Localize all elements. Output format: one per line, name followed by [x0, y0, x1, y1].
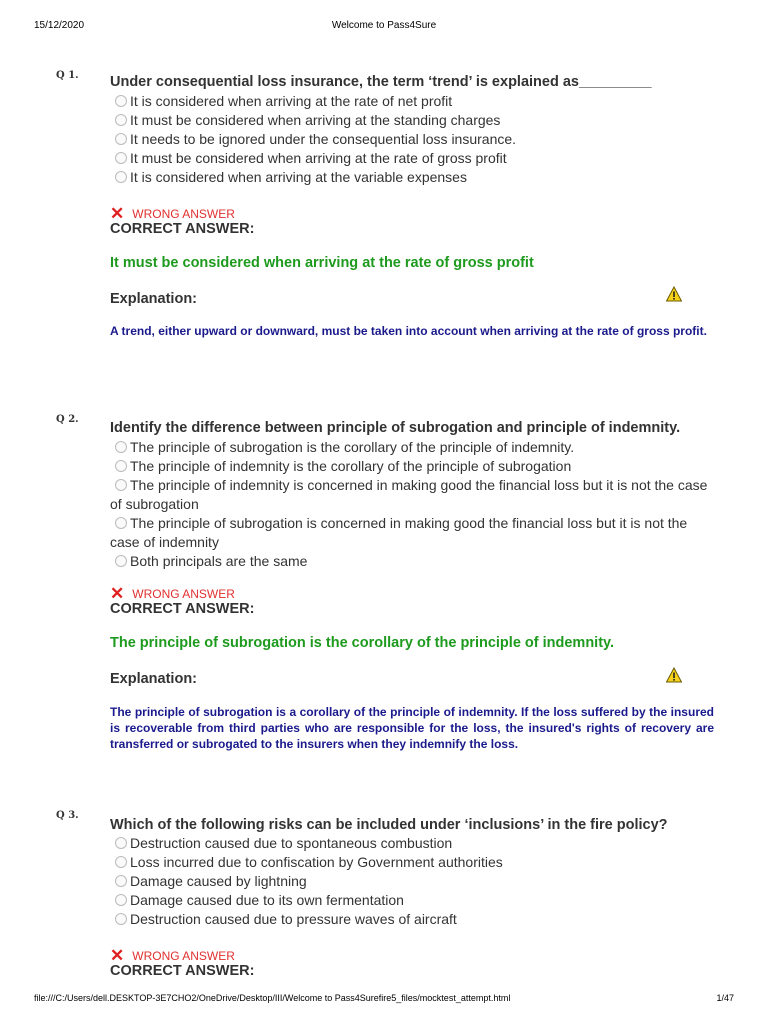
radio-button[interactable] [115, 894, 127, 906]
radio-button[interactable] [115, 460, 127, 472]
option[interactable] [110, 853, 720, 872]
option-label: The principle of indemnity is concerned in making good the financial loss but it is not the case of subrogation [110, 477, 708, 512]
option-label: It must be considered when arriving at the rate of gross profit [130, 150, 507, 166]
wrong-answer-label: WRONG ANSWER [132, 949, 235, 963]
option[interactable] [110, 130, 720, 149]
option[interactable] [110, 457, 720, 476]
radio-button[interactable] [115, 133, 127, 145]
option[interactable] [110, 910, 720, 929]
option[interactable] [110, 111, 720, 130]
wrong-answer-label: WRONG ANSWER [132, 587, 235, 601]
radio-button[interactable] [115, 114, 127, 126]
cross-icon: ✕ [110, 946, 125, 965]
option[interactable] [110, 149, 720, 168]
option[interactable] [110, 168, 720, 187]
radio-button[interactable] [115, 837, 127, 849]
option-label: The principle of subrogation is concerned in making good the financial loss but it is not the case of indemnity [110, 515, 688, 550]
option-label: The principle of indemnity is the corollary of the principle of subrogation [130, 458, 572, 474]
question-text: Under consequential loss insurance, the term ‘trend’ is explained as_________ [110, 74, 652, 90]
correct-answer-label: CORRECT ANSWER: [110, 221, 255, 237]
option-label: It is considered when arriving at the rate of net profit [130, 93, 453, 109]
option-label: It must be considered when arriving at the standing charges [130, 112, 501, 128]
option[interactable] [110, 92, 720, 111]
page-number: 1/47 [716, 993, 734, 1003]
option-label: Both principals are the same [130, 553, 308, 569]
wrong-answer-label: WRONG ANSWER [132, 207, 235, 221]
radio-button[interactable] [115, 517, 127, 529]
option-label: It needs to be ignored under the consequential loss insurance. [130, 131, 517, 147]
options-list [110, 92, 720, 187]
warning-icon[interactable] [666, 286, 682, 302]
option[interactable] [110, 891, 720, 910]
file-path: file:///C:/Users/dell.DESKTOP-3E7CHO2/OneDrive/Desktop/III/Welcome to Pass4Surefire5_files/mocktest_attempt.html [34, 993, 511, 1003]
option[interactable] [110, 872, 720, 891]
radio-button[interactable] [115, 913, 127, 925]
radio-button[interactable] [115, 171, 127, 183]
cross-icon: ✕ [110, 204, 125, 223]
radio-button[interactable] [115, 152, 127, 164]
radio-button[interactable] [115, 856, 127, 868]
question-text: Identify the difference between principle of subrogation and principle of indemnity. [110, 420, 681, 436]
warning-icon[interactable] [666, 667, 682, 683]
radio-button[interactable] [115, 875, 127, 887]
cross-icon: ✕ [110, 584, 125, 603]
option-label: The principle of subrogation is the corollary of the principle of indemnity. [130, 439, 575, 455]
question-number: Q 1. [56, 70, 79, 81]
question-number: Q 3. [56, 810, 79, 821]
print-date: 15/12/2020 [34, 20, 85, 31]
option[interactable] [110, 834, 720, 853]
question-text: Which of the following risks can be included under ‘inclusions’ in the fire policy? [110, 817, 668, 833]
option-label: Destruction caused due to spontaneous combustion [130, 835, 453, 851]
explanation-label: Explanation: [110, 671, 198, 687]
option[interactable] [110, 476, 720, 514]
question-number: Q 2. [56, 414, 79, 425]
page-title: Welcome to Pass4Sure [331, 20, 437, 31]
option-label: Destruction caused due to pressure waves of aircraft [130, 911, 457, 927]
correct-answer-text: The principle of subrogation is the corollary of the principle of indemnity. [110, 635, 615, 651]
option-label: Loss incurred due to confiscation by Government authorities [130, 854, 503, 870]
options-list [110, 834, 720, 929]
correct-answer-label: CORRECT ANSWER: [110, 963, 255, 979]
radio-button[interactable] [115, 95, 127, 107]
radio-button[interactable] [115, 479, 127, 491]
explanation-text: The principle of subrogation is a corollary of the principle of indemnity. If the loss suffered by the insured is recoverable from third parties who are responsible for the loss, the insured's rights of recovery are transferred or subrogated to the insurers when they indemnify the loss. [110, 705, 714, 751]
option-label: Damage caused due to its own fermentation [130, 892, 404, 908]
option-label: It is considered when arriving at the variable expenses [130, 169, 467, 185]
radio-button[interactable] [115, 555, 127, 567]
option[interactable] [110, 514, 720, 552]
options-list [110, 438, 720, 571]
correct-answer-text: It must be considered when arriving at the rate of gross profit [110, 255, 534, 271]
option[interactable] [110, 552, 720, 571]
option[interactable] [110, 438, 720, 457]
radio-button[interactable] [115, 441, 127, 453]
explanation-label: Explanation: [110, 291, 198, 307]
explanation-text: A trend, either upward or downward, must be taken into account when arriving at the rate of gross profit. [110, 324, 707, 338]
correct-answer-label: CORRECT ANSWER: [110, 601, 255, 617]
option-label: Damage caused by lightning [130, 873, 307, 889]
